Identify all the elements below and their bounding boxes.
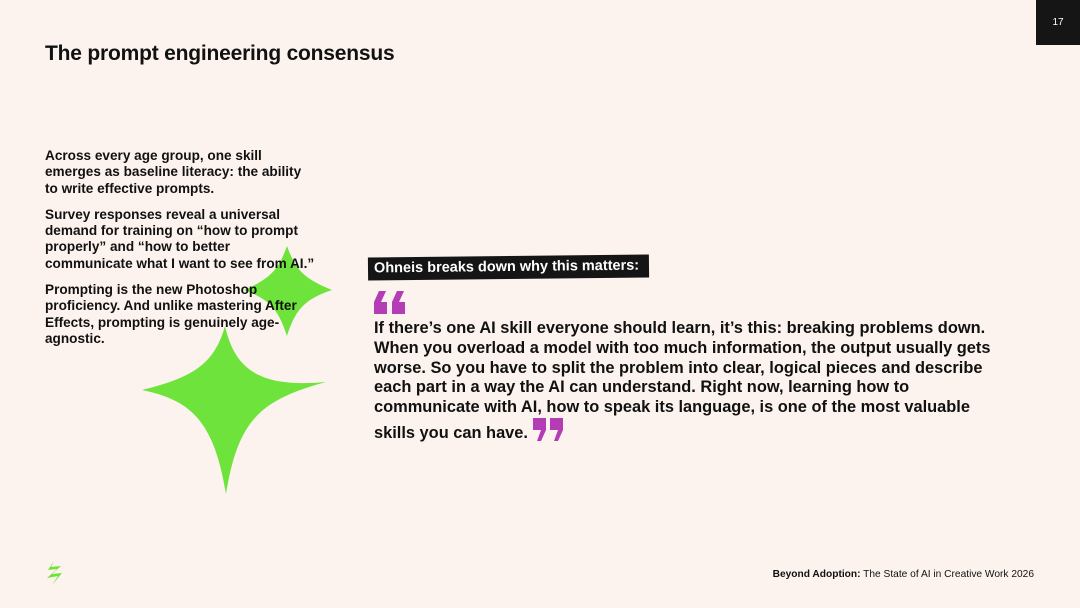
footer-report-subtitle: The State of AI in Creative Work 2026 — [863, 569, 1034, 580]
quote-block — [374, 319, 996, 444]
quote-text: If there’s one AI skill everyone should learn, it’s this: breaking problems down. When you overload a model with too much information, the output usually gets worse. So you have to split the problem into clear, logical pieces and describe each part in a way the AI can understand. Right now, learning how to communicate with AI, how to speak its language, is one of the most valuable skills you can have. — [374, 319, 991, 442]
callout-label: Ohneis breaks down why this matters: — [368, 255, 649, 281]
footer-report-title — [773, 569, 1034, 580]
body-paragraph: Survey responses reveal a universal demand for training on “how to prompt properly” and “how to better communicate what I want to see from AI.” — [45, 206, 315, 271]
quote-open-icon — [373, 291, 405, 315]
footer-report-name: Beyond Adoption: — [772, 569, 861, 580]
brand-logo-icon — [44, 561, 64, 585]
page-number: 17 — [1036, 0, 1080, 45]
quote-close-icon — [532, 418, 564, 442]
body-text — [45, 148, 315, 357]
body-paragraph: Across every age group, one skill emerges as baseline literacy: the ability to write effective prompts. — [45, 148, 302, 196]
page-title: The prompt engineering consensus — [45, 42, 395, 65]
body-paragraph: Prompting is the new Photoshop proficiency. And unlike mastering After Effects, prompting is genuinely age-agnostic. — [45, 282, 297, 346]
